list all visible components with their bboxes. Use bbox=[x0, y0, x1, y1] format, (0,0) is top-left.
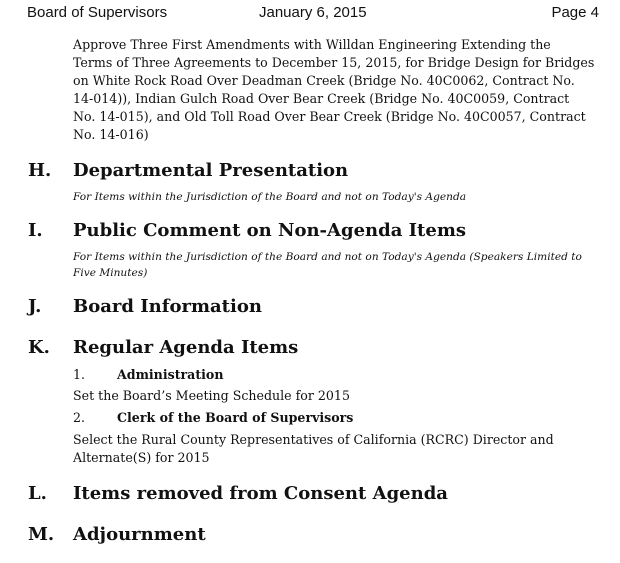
intro-line: No. 14-016) bbox=[73, 127, 149, 142]
agenda-item-1 bbox=[73, 367, 473, 385]
intro-line: on White Rock Road Over Deadman Creek (Bridge No. 40C0062, Contract No. bbox=[73, 73, 575, 88]
section-letter: M. bbox=[28, 524, 55, 545]
page-header bbox=[0, 4, 620, 22]
intro-line: 14-014)), Indian Gulch Road Over Bear Creek (Bridge No. 40C0059, Contract bbox=[73, 91, 570, 106]
section-title: Regular Agenda Items bbox=[73, 337, 299, 358]
section-h-heading bbox=[28, 160, 608, 186]
section-title: Public Comment on Non-Agenda Items bbox=[73, 220, 467, 241]
section-k-heading bbox=[28, 337, 608, 363]
agenda-item-1-description bbox=[73, 387, 603, 405]
header-page-number: Page 4 bbox=[551, 4, 599, 21]
section-j-heading bbox=[28, 296, 608, 322]
section-title: Departmental Presentation bbox=[73, 160, 349, 181]
section-title: Items removed from Consent Agenda bbox=[73, 483, 448, 504]
section-letter: J. bbox=[28, 296, 42, 317]
section-title: Board Information bbox=[73, 296, 262, 317]
item-label: Administration bbox=[117, 367, 224, 382]
intro-line: No. 14-015), and Old Toll Road Over Bear Creek (Bridge No. 40C0057, Contract bbox=[73, 109, 586, 124]
description-line: Set the Board’s Meeting Schedule for 2015 bbox=[73, 388, 350, 403]
section-letter: K. bbox=[28, 337, 50, 358]
description-line: Select the Rural County Representatives of California (RCRC) Director and bbox=[73, 432, 554, 447]
section-title: Adjournment bbox=[73, 524, 206, 545]
item-label: Clerk of the Board of Supervisors bbox=[117, 410, 354, 425]
description-line: Alternate(S) for 2015 bbox=[73, 450, 210, 465]
agenda-item-2 bbox=[73, 410, 473, 428]
section-i-heading bbox=[28, 220, 608, 246]
header-board-name: Board of Supervisors bbox=[27, 4, 168, 21]
section-letter: I. bbox=[28, 220, 43, 241]
note-line: For Items within the Jurisdiction of the Board and not on Today's Agenda (Speakers Limited to bbox=[73, 251, 582, 263]
item-number: 1. bbox=[73, 367, 86, 382]
section-letter: L. bbox=[28, 483, 47, 504]
section-l-heading bbox=[28, 483, 608, 509]
agenda-item-2-description bbox=[73, 431, 603, 467]
section-m-heading bbox=[28, 524, 608, 550]
header-date: January 6, 2015 bbox=[259, 4, 367, 21]
section-letter: H. bbox=[28, 160, 52, 181]
item-number: 2. bbox=[73, 410, 86, 425]
intro-paragraph bbox=[73, 36, 603, 144]
intro-line: Terms of Three Agreements to December 15, 2015, for Bridge Design for Bridges bbox=[73, 55, 595, 70]
section-i-note bbox=[73, 249, 605, 281]
note-line: Five Minutes) bbox=[73, 267, 148, 279]
section-h-note: For Items within the Jurisdiction of the Board and not on Today's Agenda bbox=[73, 191, 467, 203]
intro-line: Approve Three First Amendments with Willdan Engineering Extending the bbox=[73, 37, 551, 52]
